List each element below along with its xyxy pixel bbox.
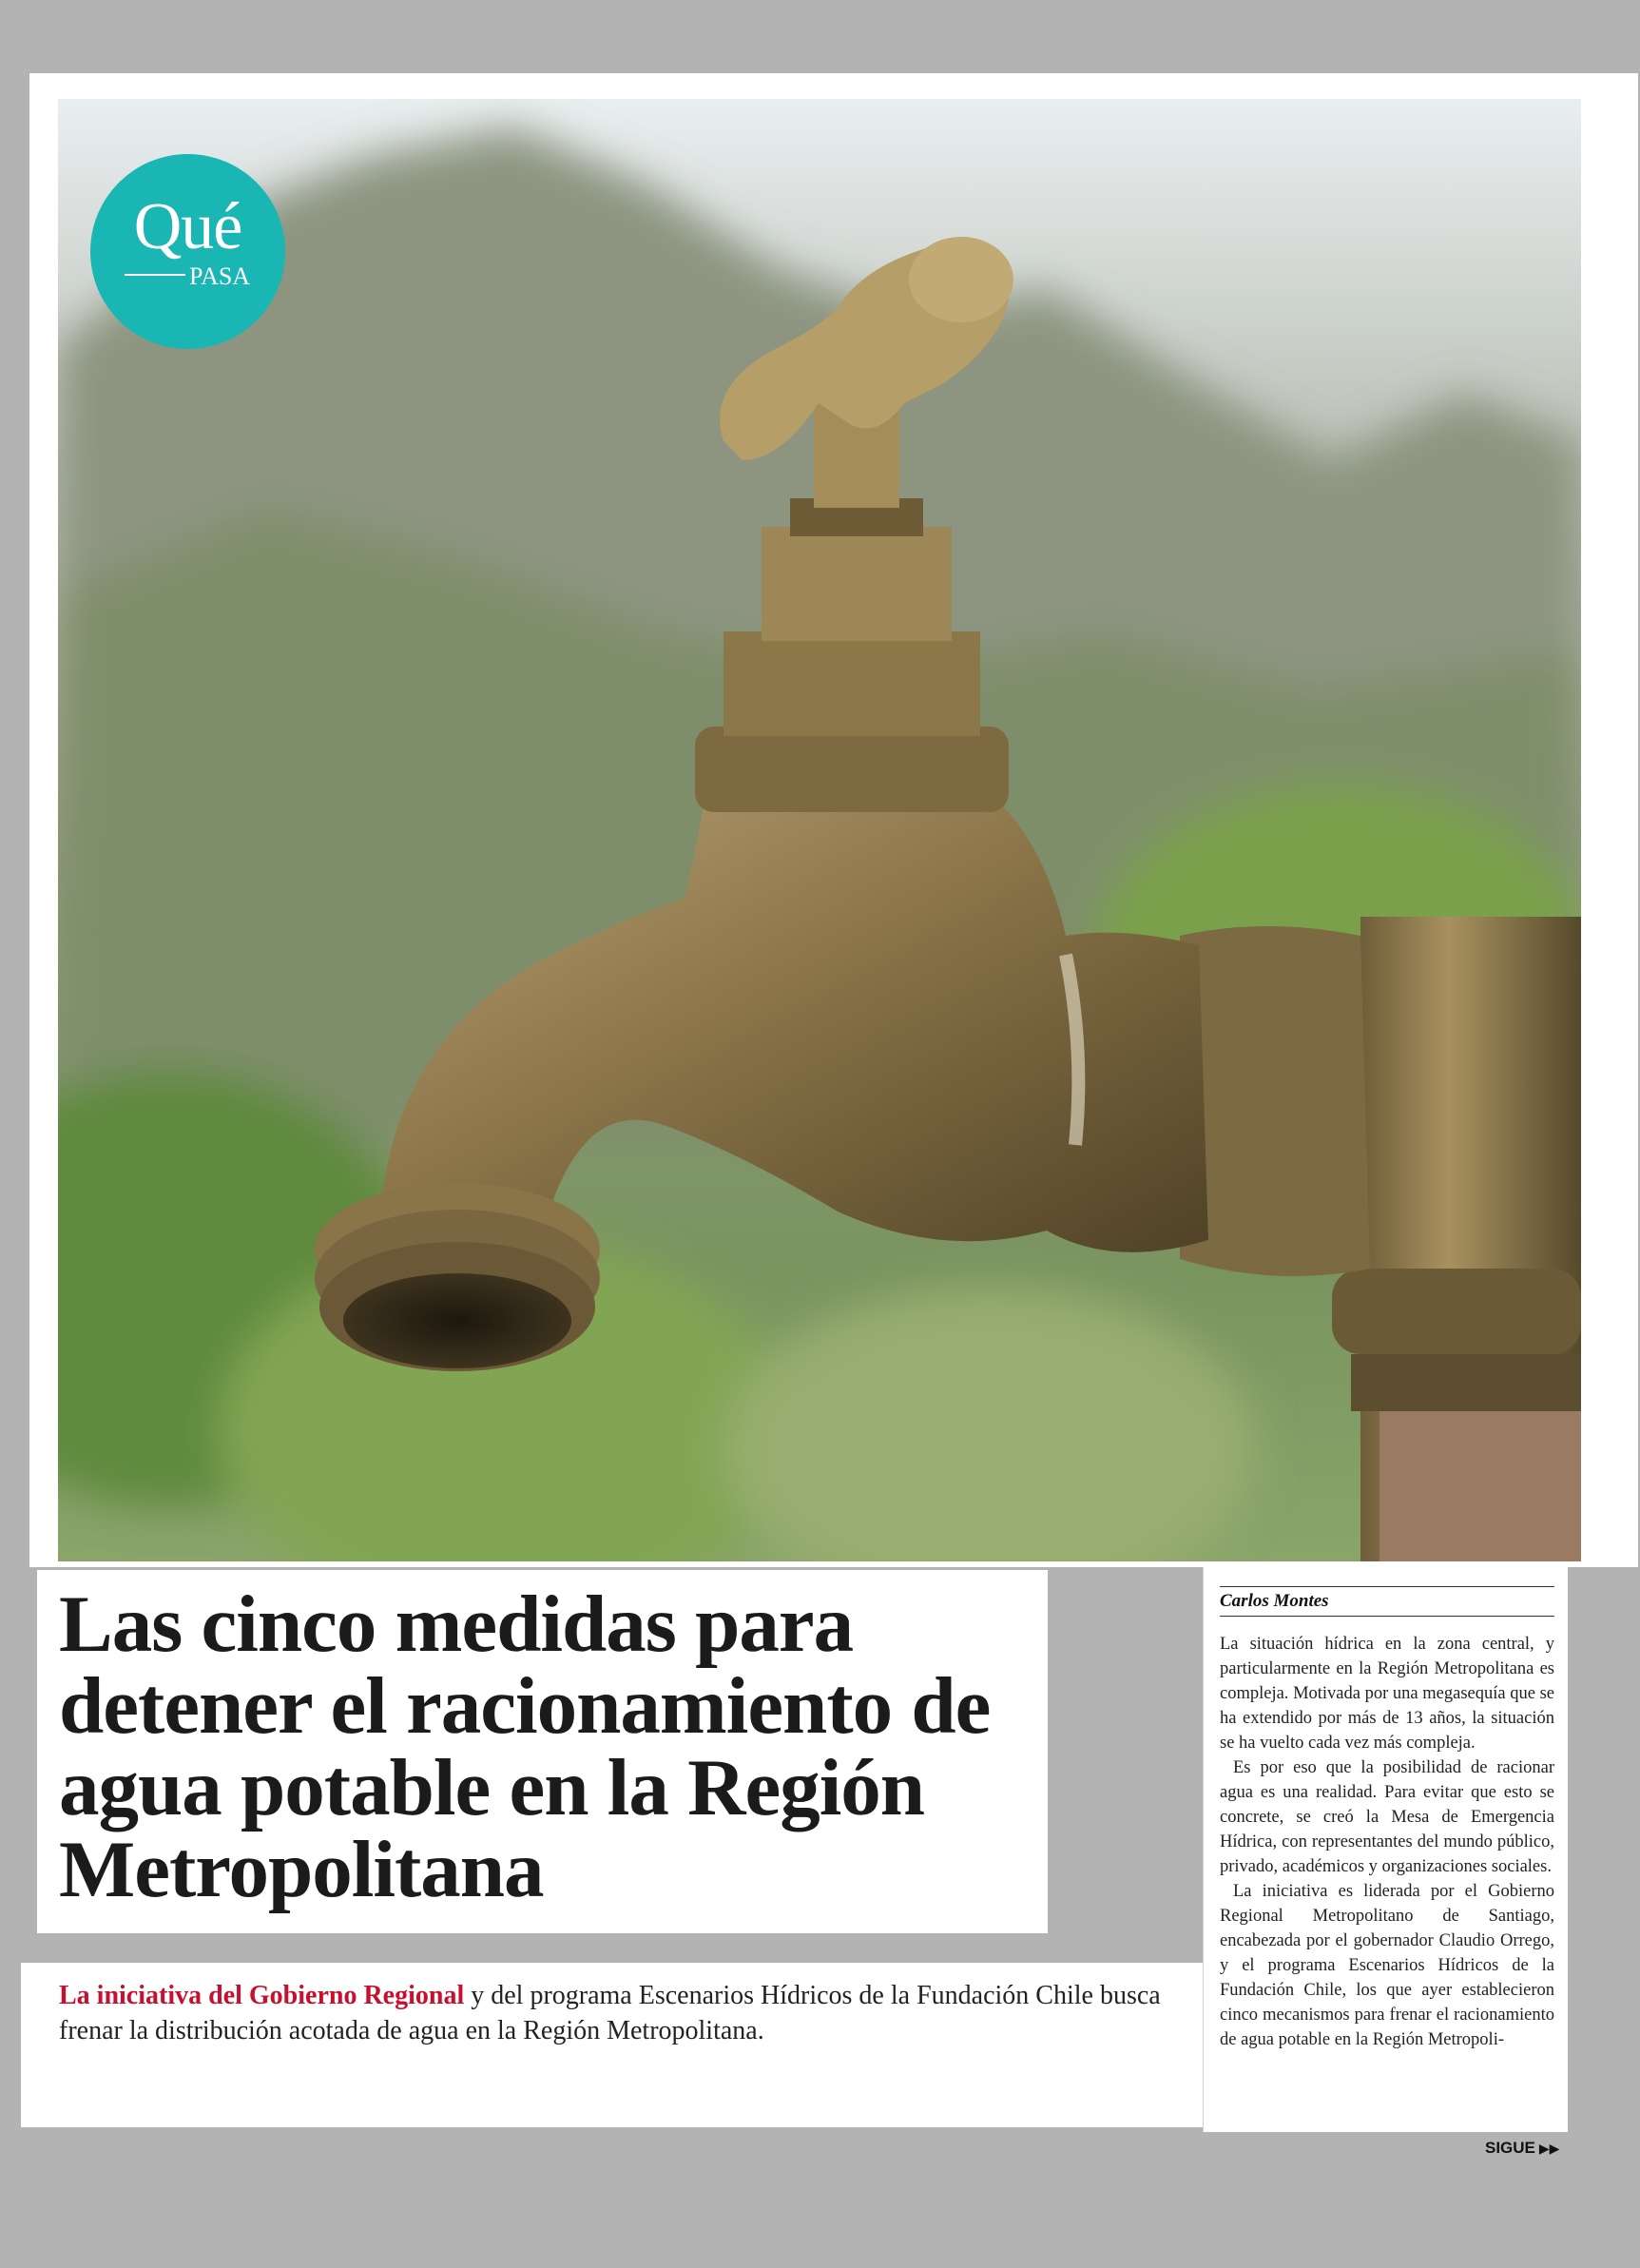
faucet-illustration [58, 99, 1581, 1561]
faucet-photo [58, 99, 1581, 1561]
author-rule-bottom [1220, 1616, 1554, 1617]
lead-rest: y del programa Escenarios Hídricos de la Fundación Chile busca frenar la distribución acotada de agua en la Región Metropolitana. [59, 1981, 1161, 2045]
article-body [1220, 1632, 1554, 2126]
headline: Las cinco medidas para detener el racionamiento de agua potable en la Región Metropolitana [59, 1580, 991, 1914]
badge-divider [125, 274, 185, 276]
lead-highlight: La iniciativa del Gobierno Regional [59, 1981, 465, 2010]
continue-marker[interactable] [1485, 2139, 1559, 2158]
badge-que-text: Qué [133, 190, 242, 263]
author-byline: Carlos Montes [1220, 1591, 1329, 1611]
article-paragraph: La situación hídrica en la zona central, y particularmente en la Región Metropolitana es compleja. Motivada por una megasequía que se ha extendido por más de 13 años, la situación se ha vuelto cada vez más compleja. [1220, 1635, 1554, 1753]
sigue-label: SIGUE [1485, 2139, 1535, 2157]
badge-pasa-text: PASA [189, 262, 251, 290]
article-column [1203, 1567, 1568, 2132]
lead-box [21, 1963, 1204, 2127]
headline-box [37, 1570, 1048, 1933]
author-rule-top [1220, 1586, 1554, 1587]
article-paragraph: La iniciativa es liderada por el Gobierno Regional Metropolitano de Santiago, encabezada por el gobernador Claudio Orrego, y el programa Escenarios Hídricos de la Fundación Chile, los que ayer establecieron cinco mecanismos para frenar el racionamiento de agua potable en la Región Metropoli- [1220, 1882, 1554, 2049]
double-arrow-icon: ▶▶ [1538, 2142, 1560, 2157]
que-pasa-badge [90, 154, 285, 349]
article-paragraph: Es por eso que la posibilidad de racionar agua es una realidad. Para evitar que esto se concrete, se creó la Mesa de Emergencia Hídrica, con representantes del mundo público, privado, académicos y organizaciones sociales. [1220, 1758, 1554, 1876]
lead-paragraph [59, 1978, 1209, 2048]
